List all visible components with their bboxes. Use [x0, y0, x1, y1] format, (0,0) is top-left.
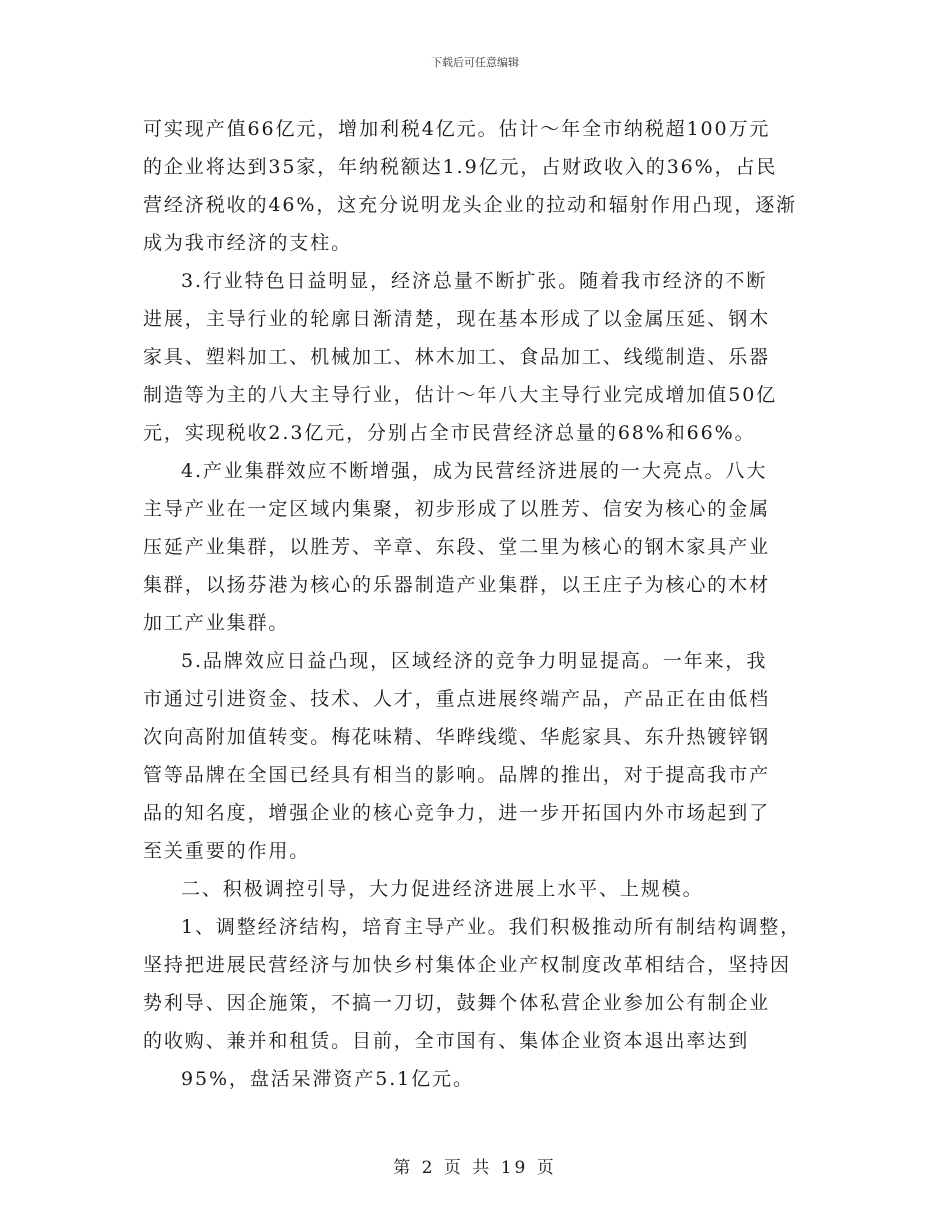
- text-line: 1、调整经济结构，培育主导产业。我们积极推动所有制结构调整，: [181, 916, 802, 938]
- text-line: 元，实现税收2.3亿元，分别占全市民营经济总量的68%和66%。: [143, 422, 756, 444]
- text-line: 的收购、兼并和租赁。目前，全市国有、集体企业资本退出率达到: [143, 1030, 750, 1052]
- text-line: 5.品牌效应日益凸现，区域经济的竞争力明显提高。一年来，我: [181, 650, 768, 672]
- paragraph: [143, 1060, 833, 1098]
- text-line: 3.行业特色日益明显，经济总量不断扩张。随着我市经济的不断: [181, 270, 768, 292]
- paragraph: [143, 642, 833, 870]
- text-line: 营经济税收的46%，这充分说明龙头企业的拉动和辐射作用凸现，逐渐: [143, 194, 798, 216]
- text-line: 二、积极调控引导，大力促进经济进展上水平、上规模。: [181, 878, 704, 900]
- document-body: [143, 110, 833, 1098]
- text-line: 4.产业集群效应不断增强，成为民营经济进展的一大亮点。八大: [181, 460, 768, 482]
- paragraph: [143, 452, 833, 642]
- page-header: 下载后可任意编辑: [431, 56, 519, 69]
- paragraph: [143, 262, 833, 452]
- text-line: 势利导、因企施策，不搞一刀切，鼓舞个体私营企业参加公有制企业: [143, 992, 771, 1014]
- text-line: 进展，主导行业的轮廓日渐清楚，现在基本形成了以金属压延、钢木: [143, 308, 771, 330]
- text-line: 次向高附加值转变。梅花味精、华晔线缆、华彪家具、东升热镀锌钢: [143, 726, 771, 748]
- paragraph: [143, 110, 833, 262]
- text-line: 至关重要的作用。: [143, 840, 311, 862]
- text-line: 管等品牌在全国已经具有相当的影响。品牌的推出，对于提高我市产: [143, 764, 771, 786]
- text-line: 品的知名度，增强企业的核心竞争力，进一步开拓国内外市场起到了: [143, 802, 771, 824]
- text-line: 主导产业在一定区域内集聚，初步形成了以胜芳、信安为核心的金属: [143, 498, 771, 520]
- text-line: 坚持把进展民营经济与加快乡村集体企业产权制度改革相结合，坚持因: [143, 954, 791, 976]
- text-line: 制造等为主的八大主导行业，估计～年八大主导行业完成增加值50亿: [143, 384, 778, 406]
- section-heading: [143, 870, 833, 908]
- text-line: 集群，以扬芬港为核心的乐器制造产业集群，以王庄子为核心的木材: [143, 574, 771, 596]
- paragraph: [143, 908, 833, 1060]
- text-line: 加工产业集群。: [143, 612, 290, 634]
- text-line: 的企业将达到35家，年纳税额达1.9亿元，占财政收入的36%，占民: [143, 156, 778, 178]
- text-line: 成为我市经济的支柱。: [143, 232, 353, 254]
- text-line: 95%，盘活呆滞资产5.1亿元。: [181, 1068, 474, 1090]
- text-line: 可实现产值66亿元，增加利税4亿元。估计～年全市纳税超100万元: [143, 118, 771, 140]
- text-line: 家具、塑料加工、机械加工、林木加工、食品加工、线缆制造、乐器: [143, 346, 771, 368]
- text-line: 压延产业集群，以胜芳、辛章、东段、堂二里为核心的钢木家具产业: [143, 536, 771, 558]
- page-number-footer: 第 2 页 共 19 页: [393, 1158, 557, 1178]
- text-line: 市通过引进资金、技术、人才，重点进展终端产品，产品正在由低档: [143, 688, 771, 710]
